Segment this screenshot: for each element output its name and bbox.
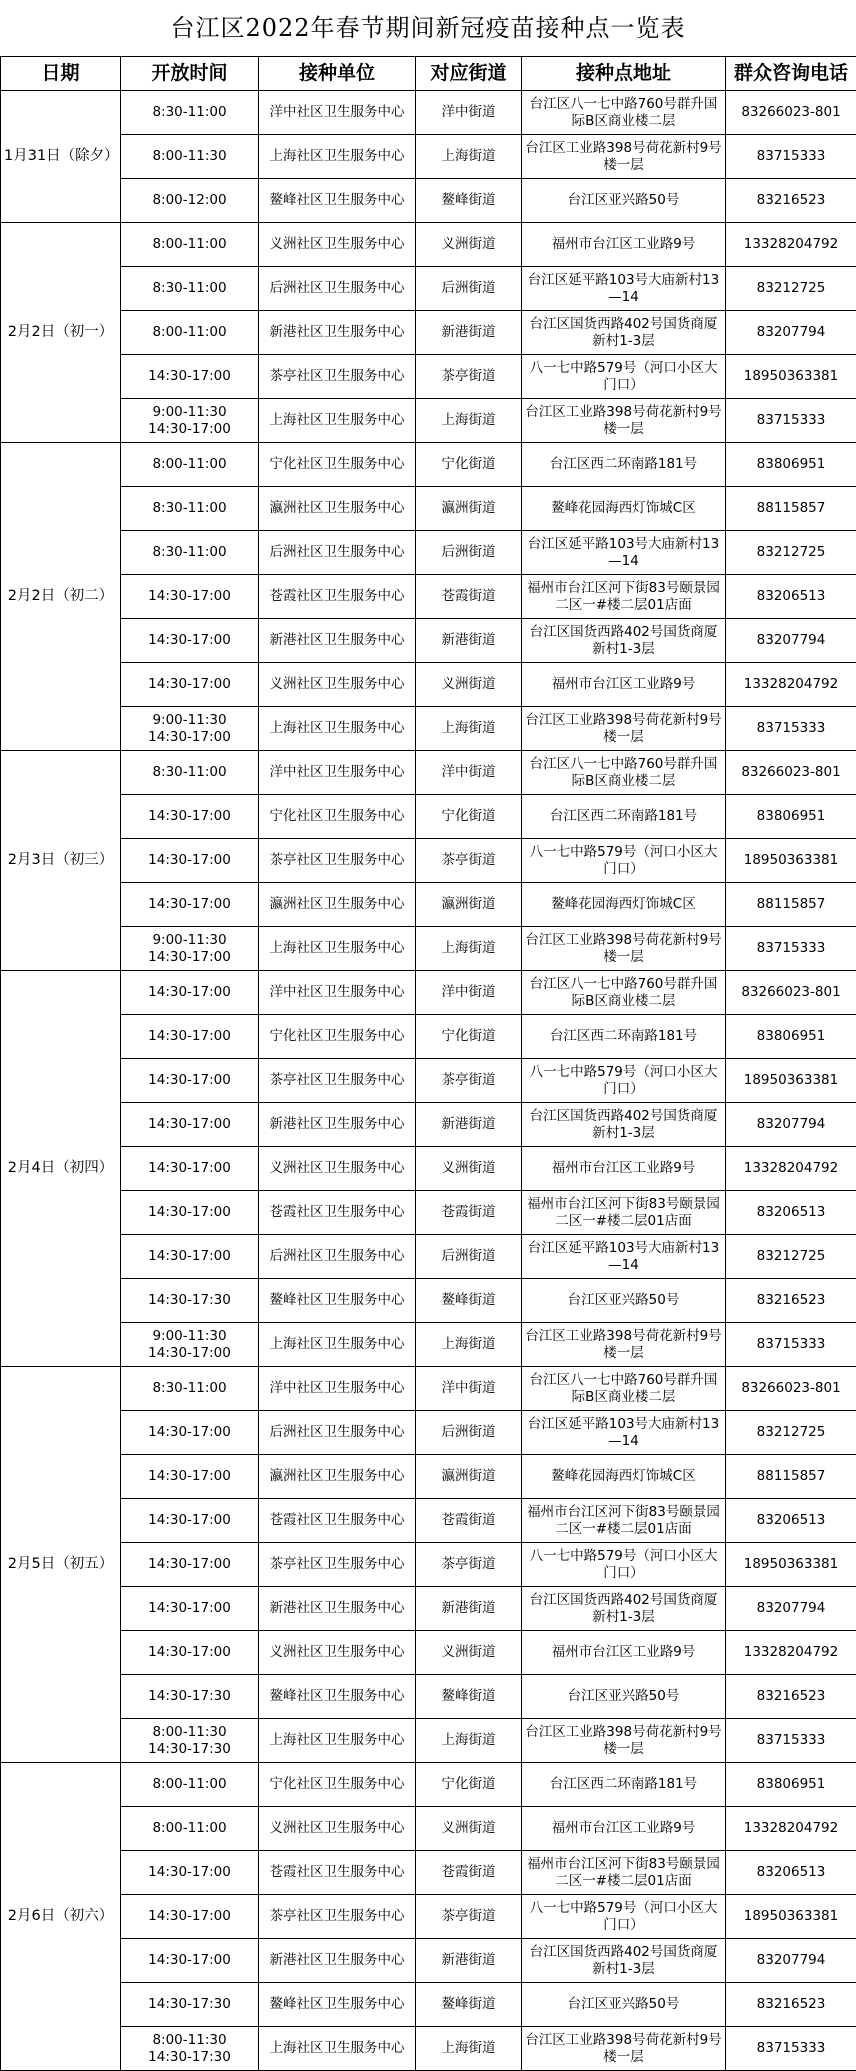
unit-cell: 上海社区卫生服务中心 bbox=[259, 1323, 416, 1367]
street-cell: 上海街道 bbox=[416, 707, 522, 751]
address-cell: 福州市台江区工业路9号 bbox=[522, 1631, 726, 1675]
street-cell: 后洲街道 bbox=[416, 1235, 522, 1279]
address-cell: 台江区工业路398号荷花新村9号楼一层 bbox=[522, 1719, 726, 1763]
open-time-cell: 8:00-11:30 14:30-17:30 bbox=[121, 1719, 259, 1763]
unit-cell: 后洲社区卫生服务中心 bbox=[259, 267, 416, 311]
table-row bbox=[1, 1059, 856, 1103]
address-cell: 八一七中路579号（河口小区大门口） bbox=[522, 1895, 726, 1939]
open-time-cell: 14:30-17:00 bbox=[121, 1851, 259, 1895]
phone-cell: 83715333 bbox=[726, 1323, 856, 1367]
header-date: 日期 bbox=[1, 57, 121, 91]
table-row bbox=[1, 2027, 856, 2071]
address-cell: 台江区国货西路402号国货商厦新村1-3层 bbox=[522, 1587, 726, 1631]
street-cell: 宁化街道 bbox=[416, 1015, 522, 1059]
table-row bbox=[1, 839, 856, 883]
table-row bbox=[1, 1279, 856, 1323]
open-time-cell: 14:30-17:30 bbox=[121, 1675, 259, 1719]
phone-cell: 83206513 bbox=[726, 1851, 856, 1895]
header-unit: 接种单位 bbox=[259, 57, 416, 91]
table-row bbox=[1, 751, 856, 795]
unit-cell: 新港社区卫生服务中心 bbox=[259, 619, 416, 663]
unit-cell: 鳌峰社区卫生服务中心 bbox=[259, 179, 416, 223]
table-row bbox=[1, 267, 856, 311]
open-time-cell: 8:00-11:00 bbox=[121, 1807, 259, 1851]
phone-cell: 83216523 bbox=[726, 1279, 856, 1323]
table-row bbox=[1, 1631, 856, 1675]
address-cell: 福州市台江区工业路9号 bbox=[522, 663, 726, 707]
open-time-cell: 14:30-17:00 bbox=[121, 1543, 259, 1587]
date-cell: 2月5日（初五） bbox=[1, 1367, 121, 1763]
open-time-cell: 8:00-11:00 bbox=[121, 311, 259, 355]
phone-cell: 83212725 bbox=[726, 1411, 856, 1455]
table-row bbox=[1, 1191, 856, 1235]
table-row bbox=[1, 707, 856, 751]
street-cell: 上海街道 bbox=[416, 2027, 522, 2071]
table-row bbox=[1, 1851, 856, 1895]
table-row bbox=[1, 135, 856, 179]
table-row bbox=[1, 1499, 856, 1543]
address-cell: 福州市台江区工业路9号 bbox=[522, 223, 726, 267]
table-row bbox=[1, 1983, 856, 2027]
street-cell: 新港街道 bbox=[416, 311, 522, 355]
address-cell: 台江区八一七中路760号群升国际B区商业楼二层 bbox=[522, 91, 726, 135]
phone-cell: 83266023-801 bbox=[726, 91, 856, 135]
address-cell: 台江区八一七中路760号群升国际B区商业楼二层 bbox=[522, 751, 726, 795]
phone-cell: 83806951 bbox=[726, 443, 856, 487]
open-time-cell: 14:30-17:00 bbox=[121, 575, 259, 619]
street-cell: 茶亭街道 bbox=[416, 1059, 522, 1103]
open-time-cell: 8:30-11:00 bbox=[121, 751, 259, 795]
street-cell: 新港街道 bbox=[416, 1587, 522, 1631]
vaccination-schedule-table bbox=[0, 56, 856, 2071]
phone-cell: 18950363381 bbox=[726, 1059, 856, 1103]
table-row bbox=[1, 1411, 856, 1455]
phone-cell: 83806951 bbox=[726, 1763, 856, 1807]
open-time-cell: 14:30-17:00 bbox=[121, 1191, 259, 1235]
table-row bbox=[1, 619, 856, 663]
unit-cell: 义洲社区卫生服务中心 bbox=[259, 1147, 416, 1191]
open-time-cell: 14:30-17:00 bbox=[121, 795, 259, 839]
unit-cell: 茶亭社区卫生服务中心 bbox=[259, 839, 416, 883]
open-time-cell: 9:00-11:30 14:30-17:00 bbox=[121, 707, 259, 751]
address-cell: 台江区国货西路402号国货商厦新村1-3层 bbox=[522, 311, 726, 355]
address-cell: 福州市台江区河下街83号颐景园二区一#楼二层01店面 bbox=[522, 1191, 726, 1235]
unit-cell: 瀛洲社区卫生服务中心 bbox=[259, 883, 416, 927]
date-cell: 2月3日（初三） bbox=[1, 751, 121, 971]
address-cell: 福州市台江区工业路9号 bbox=[522, 1147, 726, 1191]
date-cell: 1月31日（除夕） bbox=[1, 91, 121, 223]
street-cell: 洋中街道 bbox=[416, 751, 522, 795]
phone-cell: 13328204792 bbox=[726, 1147, 856, 1191]
unit-cell: 宁化社区卫生服务中心 bbox=[259, 795, 416, 839]
address-cell: 八一七中路579号（河口小区大门口） bbox=[522, 355, 726, 399]
unit-cell: 茶亭社区卫生服务中心 bbox=[259, 1543, 416, 1587]
table-row bbox=[1, 355, 856, 399]
header-phone: 群众咨询电话 bbox=[726, 57, 856, 91]
address-cell: 台江区工业路398号荷花新村9号楼一层 bbox=[522, 399, 726, 443]
phone-cell: 83207794 bbox=[726, 1587, 856, 1631]
open-time-cell: 14:30-17:00 bbox=[121, 1147, 259, 1191]
open-time-cell: 14:30-17:00 bbox=[121, 1499, 259, 1543]
phone-cell: 83266023-801 bbox=[726, 971, 856, 1015]
address-cell: 台江区亚兴路50号 bbox=[522, 179, 726, 223]
phone-cell: 83212725 bbox=[726, 531, 856, 575]
street-cell: 后洲街道 bbox=[416, 1411, 522, 1455]
street-cell: 瀛洲街道 bbox=[416, 883, 522, 927]
open-time-cell: 14:30-17:30 bbox=[121, 1279, 259, 1323]
address-cell: 鳌峰花园海西灯饰城C区 bbox=[522, 1455, 726, 1499]
header-address: 接种点地址 bbox=[522, 57, 726, 91]
address-cell: 台江区工业路398号荷花新村9号楼一层 bbox=[522, 135, 726, 179]
street-cell: 鳌峰街道 bbox=[416, 1983, 522, 2027]
address-cell: 台江区延平路103号大庙新村13—14 bbox=[522, 1235, 726, 1279]
table-row bbox=[1, 1235, 856, 1279]
phone-cell: 83715333 bbox=[726, 1719, 856, 1763]
address-cell: 台江区国货西路402号国货商厦新村1-3层 bbox=[522, 1939, 726, 1983]
address-cell: 台江区西二环南路181号 bbox=[522, 443, 726, 487]
street-cell: 苍霞街道 bbox=[416, 1851, 522, 1895]
table-row bbox=[1, 575, 856, 619]
unit-cell: 后洲社区卫生服务中心 bbox=[259, 1235, 416, 1279]
street-cell: 义洲街道 bbox=[416, 1631, 522, 1675]
address-cell: 八一七中路579号（河口小区大门口） bbox=[522, 1543, 726, 1587]
phone-cell: 13328204792 bbox=[726, 223, 856, 267]
street-cell: 苍霞街道 bbox=[416, 1499, 522, 1543]
unit-cell: 上海社区卫生服务中心 bbox=[259, 707, 416, 751]
unit-cell: 洋中社区卫生服务中心 bbox=[259, 971, 416, 1015]
unit-cell: 义洲社区卫生服务中心 bbox=[259, 223, 416, 267]
open-time-cell: 14:30-17:00 bbox=[121, 1103, 259, 1147]
street-cell: 义洲街道 bbox=[416, 1147, 522, 1191]
address-cell: 台江区工业路398号荷花新村9号楼一层 bbox=[522, 707, 726, 751]
open-time-cell: 8:30-11:00 bbox=[121, 531, 259, 575]
unit-cell: 洋中社区卫生服务中心 bbox=[259, 751, 416, 795]
phone-cell: 13328204792 bbox=[726, 1631, 856, 1675]
table-row bbox=[1, 1015, 856, 1059]
street-cell: 新港街道 bbox=[416, 1103, 522, 1147]
street-cell: 茶亭街道 bbox=[416, 1895, 522, 1939]
table-row bbox=[1, 91, 856, 135]
header-open-time: 开放时间 bbox=[121, 57, 259, 91]
unit-cell: 新港社区卫生服务中心 bbox=[259, 1103, 416, 1147]
table-row bbox=[1, 1323, 856, 1367]
table-row bbox=[1, 399, 856, 443]
unit-cell: 宁化社区卫生服务中心 bbox=[259, 1763, 416, 1807]
open-time-cell: 8:00-11:00 bbox=[121, 1763, 259, 1807]
phone-cell: 83216523 bbox=[726, 179, 856, 223]
open-time-cell: 8:30-11:00 bbox=[121, 91, 259, 135]
unit-cell: 苍霞社区卫生服务中心 bbox=[259, 1191, 416, 1235]
open-time-cell: 14:30-17:00 bbox=[121, 1455, 259, 1499]
phone-cell: 88115857 bbox=[726, 883, 856, 927]
open-time-cell: 14:30-17:00 bbox=[121, 1235, 259, 1279]
table-row bbox=[1, 1895, 856, 1939]
unit-cell: 后洲社区卫生服务中心 bbox=[259, 1411, 416, 1455]
address-cell: 鳌峰花园海西灯饰城C区 bbox=[522, 883, 726, 927]
street-cell: 上海街道 bbox=[416, 927, 522, 971]
phone-cell: 83715333 bbox=[726, 2027, 856, 2071]
address-cell: 台江区西二环南路181号 bbox=[522, 795, 726, 839]
phone-cell: 83206513 bbox=[726, 575, 856, 619]
unit-cell: 茶亭社区卫生服务中心 bbox=[259, 1059, 416, 1103]
table-row bbox=[1, 927, 856, 971]
open-time-cell: 14:30-17:00 bbox=[121, 1015, 259, 1059]
unit-cell: 上海社区卫生服务中心 bbox=[259, 399, 416, 443]
address-cell: 八一七中路579号（河口小区大门口） bbox=[522, 1059, 726, 1103]
address-cell: 福州市台江区河下街83号颐景园二区一#楼二层01店面 bbox=[522, 575, 726, 619]
date-cell: 2月2日（初一） bbox=[1, 223, 121, 443]
unit-cell: 上海社区卫生服务中心 bbox=[259, 2027, 416, 2071]
phone-cell: 18950363381 bbox=[726, 1895, 856, 1939]
phone-cell: 83212725 bbox=[726, 267, 856, 311]
header-street: 对应街道 bbox=[416, 57, 522, 91]
open-time-cell: 14:30-17:00 bbox=[121, 1587, 259, 1631]
unit-cell: 苍霞社区卫生服务中心 bbox=[259, 1499, 416, 1543]
phone-cell: 83715333 bbox=[726, 135, 856, 179]
unit-cell: 新港社区卫生服务中心 bbox=[259, 311, 416, 355]
address-cell: 台江区八一七中路760号群升国际B区商业楼二层 bbox=[522, 971, 726, 1015]
unit-cell: 瀛洲社区卫生服务中心 bbox=[259, 1455, 416, 1499]
table-row bbox=[1, 1675, 856, 1719]
unit-cell: 新港社区卫生服务中心 bbox=[259, 1587, 416, 1631]
table-row bbox=[1, 1763, 856, 1807]
street-cell: 义洲街道 bbox=[416, 663, 522, 707]
address-cell: 台江区工业路398号荷花新村9号楼一层 bbox=[522, 927, 726, 971]
street-cell: 瀛洲街道 bbox=[416, 487, 522, 531]
open-time-cell: 14:30-17:00 bbox=[121, 1411, 259, 1455]
street-cell: 茶亭街道 bbox=[416, 1543, 522, 1587]
address-cell: 台江区国货西路402号国货商厦新村1-3层 bbox=[522, 1103, 726, 1147]
unit-cell: 宁化社区卫生服务中心 bbox=[259, 1015, 416, 1059]
address-cell: 台江区延平路103号大庙新村13—14 bbox=[522, 267, 726, 311]
open-time-cell: 8:00-11:30 bbox=[121, 135, 259, 179]
phone-cell: 83806951 bbox=[726, 1015, 856, 1059]
open-time-cell: 8:00-11:00 bbox=[121, 443, 259, 487]
phone-cell: 83207794 bbox=[726, 1103, 856, 1147]
street-cell: 新港街道 bbox=[416, 1939, 522, 1983]
street-cell: 鳌峰街道 bbox=[416, 1675, 522, 1719]
open-time-cell: 14:30-17:00 bbox=[121, 971, 259, 1015]
table-row bbox=[1, 1807, 856, 1851]
unit-cell: 鳌峰社区卫生服务中心 bbox=[259, 1983, 416, 2027]
street-cell: 后洲街道 bbox=[416, 267, 522, 311]
address-cell: 福州市台江区工业路9号 bbox=[522, 1807, 726, 1851]
phone-cell: 83266023-801 bbox=[726, 1367, 856, 1411]
phone-cell: 13328204792 bbox=[726, 1807, 856, 1851]
table-row bbox=[1, 1103, 856, 1147]
table-row bbox=[1, 795, 856, 839]
address-cell: 福州市台江区河下街83号颐景园二区一#楼二层01店面 bbox=[522, 1851, 726, 1895]
street-cell: 鳌峰街道 bbox=[416, 1279, 522, 1323]
street-cell: 上海街道 bbox=[416, 1323, 522, 1367]
street-cell: 洋中街道 bbox=[416, 91, 522, 135]
open-time-cell: 14:30-17:00 bbox=[121, 1631, 259, 1675]
phone-cell: 83207794 bbox=[726, 311, 856, 355]
unit-cell: 鳌峰社区卫生服务中心 bbox=[259, 1675, 416, 1719]
unit-cell: 后洲社区卫生服务中心 bbox=[259, 531, 416, 575]
street-cell: 茶亭街道 bbox=[416, 355, 522, 399]
address-cell: 台江区延平路103号大庙新村13—14 bbox=[522, 1411, 726, 1455]
phone-cell: 88115857 bbox=[726, 1455, 856, 1499]
address-cell: 台江区国货西路402号国货商厦新村1-3层 bbox=[522, 619, 726, 663]
street-cell: 洋中街道 bbox=[416, 971, 522, 1015]
phone-cell: 18950363381 bbox=[726, 355, 856, 399]
open-time-cell: 8:00-11:00 bbox=[121, 223, 259, 267]
street-cell: 上海街道 bbox=[416, 399, 522, 443]
table-row bbox=[1, 487, 856, 531]
table-row bbox=[1, 1587, 856, 1631]
street-cell: 茶亭街道 bbox=[416, 839, 522, 883]
table-row bbox=[1, 883, 856, 927]
street-cell: 鳌峰街道 bbox=[416, 179, 522, 223]
phone-cell: 83216523 bbox=[726, 1983, 856, 2027]
unit-cell: 上海社区卫生服务中心 bbox=[259, 135, 416, 179]
phone-cell: 83715333 bbox=[726, 707, 856, 751]
unit-cell: 义洲社区卫生服务中心 bbox=[259, 663, 416, 707]
unit-cell: 义洲社区卫生服务中心 bbox=[259, 1631, 416, 1675]
open-time-cell: 8:30-11:00 bbox=[121, 1367, 259, 1411]
phone-cell: 83207794 bbox=[726, 619, 856, 663]
open-time-cell: 14:30-17:00 bbox=[121, 883, 259, 927]
open-time-cell: 8:00-12:00 bbox=[121, 179, 259, 223]
open-time-cell: 14:30-17:30 bbox=[121, 1983, 259, 2027]
address-cell: 台江区亚兴路50号 bbox=[522, 1983, 726, 2027]
open-time-cell: 14:30-17:00 bbox=[121, 1059, 259, 1103]
table-row bbox=[1, 663, 856, 707]
phone-cell: 18950363381 bbox=[726, 839, 856, 883]
phone-cell: 83715333 bbox=[726, 399, 856, 443]
unit-cell: 苍霞社区卫生服务中心 bbox=[259, 1851, 416, 1895]
open-time-cell: 14:30-17:00 bbox=[121, 355, 259, 399]
unit-cell: 新港社区卫生服务中心 bbox=[259, 1939, 416, 1983]
street-cell: 宁化街道 bbox=[416, 1763, 522, 1807]
table-header-row bbox=[1, 57, 856, 91]
unit-cell: 上海社区卫生服务中心 bbox=[259, 1719, 416, 1763]
phone-cell: 83715333 bbox=[726, 927, 856, 971]
unit-cell: 茶亭社区卫生服务中心 bbox=[259, 355, 416, 399]
unit-cell: 鳌峰社区卫生服务中心 bbox=[259, 1279, 416, 1323]
open-time-cell: 8:30-11:00 bbox=[121, 487, 259, 531]
date-cell: 2月4日（初四） bbox=[1, 971, 121, 1367]
phone-cell: 83206513 bbox=[726, 1191, 856, 1235]
open-time-cell: 9:00-11:30 14:30-17:00 bbox=[121, 927, 259, 971]
table-row bbox=[1, 971, 856, 1015]
address-cell: 台江区八一七中路760号群升国际B区商业楼二层 bbox=[522, 1367, 726, 1411]
unit-cell: 洋中社区卫生服务中心 bbox=[259, 1367, 416, 1411]
date-cell: 2月2日（初二） bbox=[1, 443, 121, 751]
address-cell: 鳌峰花园海西灯饰城C区 bbox=[522, 487, 726, 531]
open-time-cell: 8:00-11:30 14:30-17:30 bbox=[121, 2027, 259, 2071]
table-row bbox=[1, 443, 856, 487]
unit-cell: 上海社区卫生服务中心 bbox=[259, 927, 416, 971]
unit-cell: 苍霞社区卫生服务中心 bbox=[259, 575, 416, 619]
address-cell: 台江区亚兴路50号 bbox=[522, 1675, 726, 1719]
phone-cell: 83206513 bbox=[726, 1499, 856, 1543]
street-cell: 宁化街道 bbox=[416, 443, 522, 487]
open-time-cell: 14:30-17:00 bbox=[121, 839, 259, 883]
unit-cell: 洋中社区卫生服务中心 bbox=[259, 91, 416, 135]
open-time-cell: 14:30-17:00 bbox=[121, 619, 259, 663]
table-row bbox=[1, 1455, 856, 1499]
street-cell: 宁化街道 bbox=[416, 795, 522, 839]
open-time-cell: 14:30-17:00 bbox=[121, 1895, 259, 1939]
phone-cell: 83216523 bbox=[726, 1675, 856, 1719]
phone-cell: 13328204792 bbox=[726, 663, 856, 707]
phone-cell: 83207794 bbox=[726, 1939, 856, 1983]
street-cell: 义洲街道 bbox=[416, 223, 522, 267]
phone-cell: 18950363381 bbox=[726, 1543, 856, 1587]
table-row bbox=[1, 1543, 856, 1587]
open-time-cell: 14:30-17:00 bbox=[121, 663, 259, 707]
phone-cell: 83212725 bbox=[726, 1235, 856, 1279]
table-row bbox=[1, 223, 856, 267]
address-cell: 八一七中路579号（河口小区大门口） bbox=[522, 839, 726, 883]
street-cell: 义洲街道 bbox=[416, 1807, 522, 1851]
street-cell: 苍霞街道 bbox=[416, 1191, 522, 1235]
unit-cell: 茶亭社区卫生服务中心 bbox=[259, 1895, 416, 1939]
table-body bbox=[1, 91, 856, 2071]
date-cell: 2月6日（初六） bbox=[1, 1763, 121, 2071]
table-row bbox=[1, 1939, 856, 1983]
page-title: 台江区2022年春节期间新冠疫苗接种点一览表 bbox=[0, 0, 856, 56]
address-cell: 台江区西二环南路181号 bbox=[522, 1015, 726, 1059]
open-time-cell: 8:30-11:00 bbox=[121, 267, 259, 311]
address-cell: 台江区西二环南路181号 bbox=[522, 1763, 726, 1807]
unit-cell: 宁化社区卫生服务中心 bbox=[259, 443, 416, 487]
table-row bbox=[1, 311, 856, 355]
table-row bbox=[1, 1719, 856, 1763]
address-cell: 台江区工业路398号荷花新村9号楼一层 bbox=[522, 1323, 726, 1367]
street-cell: 苍霞街道 bbox=[416, 575, 522, 619]
street-cell: 新港街道 bbox=[416, 619, 522, 663]
table-row bbox=[1, 1147, 856, 1191]
address-cell: 福州市台江区河下街83号颐景园二区一#楼二层01店面 bbox=[522, 1499, 726, 1543]
street-cell: 上海街道 bbox=[416, 1719, 522, 1763]
street-cell: 上海街道 bbox=[416, 135, 522, 179]
open-time-cell: 14:30-17:00 bbox=[121, 1939, 259, 1983]
open-time-cell: 9:00-11:30 14:30-17:00 bbox=[121, 1323, 259, 1367]
street-cell: 后洲街道 bbox=[416, 531, 522, 575]
table-row bbox=[1, 1367, 856, 1411]
unit-cell: 瀛洲社区卫生服务中心 bbox=[259, 487, 416, 531]
phone-cell: 88115857 bbox=[726, 487, 856, 531]
phone-cell: 83266023-801 bbox=[726, 751, 856, 795]
unit-cell: 义洲社区卫生服务中心 bbox=[259, 1807, 416, 1851]
phone-cell: 83806951 bbox=[726, 795, 856, 839]
address-cell: 台江区亚兴路50号 bbox=[522, 1279, 726, 1323]
street-cell: 瀛洲街道 bbox=[416, 1455, 522, 1499]
table-row bbox=[1, 531, 856, 575]
table-row bbox=[1, 179, 856, 223]
address-cell: 台江区工业路398号荷花新村9号楼一层 bbox=[522, 2027, 726, 2071]
address-cell: 台江区延平路103号大庙新村13—14 bbox=[522, 531, 726, 575]
open-time-cell: 9:00-11:30 14:30-17:00 bbox=[121, 399, 259, 443]
street-cell: 洋中街道 bbox=[416, 1367, 522, 1411]
